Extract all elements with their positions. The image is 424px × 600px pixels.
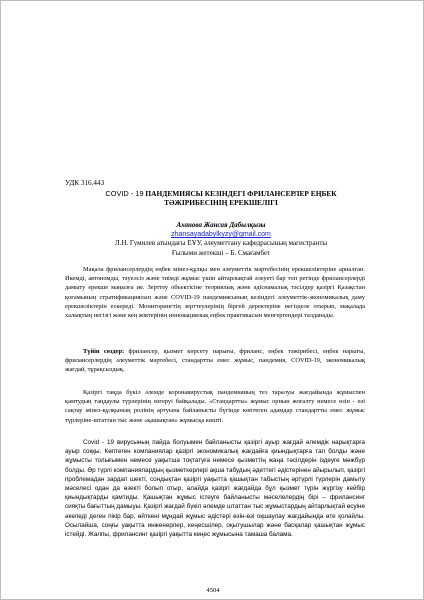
page-number: 4504 [206, 587, 220, 594]
author-email-link[interactable]: zhansayadabylkyzy@gmail.com [171, 231, 271, 238]
author-affiliation: Л.Н. Гумилев атындағы ЕҰУ, әлеуметтану кафедрасының магистранты [114, 239, 328, 247]
keywords-text: фрилансер, қызмет көрсету нарығы, фриланс, еңбек тәжірибесі, еңбек нарығы, фрилансерлердің әлеуметтік мәртебесі, стандартты емес жұмыс, пандемия, COVID-19, экономикалық жағдай, тұрақсыздық. [65, 348, 365, 374]
body-paragraph-2: Covid - 19 вирусының пайда болуымен байланысты қазіргі ауыр жағдай әлемдік нарықтарға ауыр соққы. Көптеген компаниялар қазіргі экономикалық жағдайға қиындықтарға тап болды және жұмысты толығымен немесе уақытша тоқтатуға немесе қызметтің жаңа тәсілдерін іздеуге мәжбүр болды. Әр түрлі компаниялардың қызметкерлері ақша табудың әдеттегі әдістерінен айырылып, қазіргі проблемадан зардап шекті, сондықтан қазіргі уақытта қашықтан табыстың әртүрлі түрлерін дамыту мәселесі одан да өзекті болып отыр, алайда қазіргі жағдайда бұл қызмет түрін жүргізу кейбір қиындықтарды қамтиды. Қашықтан жұмыс істеуге байланысты мәселелердің бірі – фрилансинг сияқты бағыттың дамыуы. Қазіргі жағдай бүкіл әлемде штаттан тыс жұмыстардың айтарлықтай өсуіне әкеледі деген пікір бар, өйткені мұндай жұмыс әдістері өзін-өзі оқшаулау жағдайында өте қолайлы. Осылайша, соңғы уақытта инженерлер, кеңесшілер, оқытушылар және басқалар қашықтан жұмыс істейді. Жалпы, фрилансинг қазіргі уақытта кеңес жұмысына тамаша балама. [65, 439, 365, 539]
article-title-line-2: ТӘЖІРИБЕСІНІҢ ЕРЕКШЕЛІГІ [164, 198, 278, 207]
title-prefix: COVID - 19 [105, 189, 144, 198]
keywords-label: Түйін сөздер: [83, 348, 125, 355]
author-name: Аханова Жансая Дабылқызы [176, 221, 266, 229]
abstract-paragraph: Мақала фрилансерлердің еңбек мінез-құлқы мен әлеуметтік мәртебесінің ерекшеліктеріне арналған. Икемді, автономды, тәуелсіз және тиімді жұмыс үшін айтарлықтай әлеуеті бар топ ретінде фрилансерлерді дамыту ерекше маңызға ие. Зерттеу объектісіне теориялық және әдіснамалық тәсілдер қазіргі Қазақстан қоғамының стратификациясын және COVID-19 пандемиясының кезіндегі әлеуметтік-экономикалық даму ерекшеліктерін ескереді. Мониторингтің зерттеулерінің біргей деректеріне негізделе отырып, мақалада халықтың негізгі және кең жіктерінің инновациялық еңбек практикасын менгергендері талданады. [65, 266, 365, 320]
udc-code: УДК 316.443 [65, 179, 105, 187]
scientific-supervisor: Ғылыми жетекші – Б. Смағамбет [171, 249, 271, 257]
title-line-1-rest: ПАНДЕМИЯСЫ КЕЗІНДЕГІ ФРИЛАНСЕРЛЕР ЕҢБЕК [143, 189, 337, 198]
body-paragraph-1: Қазіргі таңда бүкіл әлемде коронавирустық пандемияның тез таралуы жағдайында жұмыспен қамтудың таңдаулы түрлерінің өзгеруі байқалады. «Стандартты» жұмыс орнын жоғалту немесе өзін - өзі сақтау мінез-құлқының ролінің артуына байланысты бүгінде көптеген адамдар стандартты емес жұмыс түрлеріне-штаттан тыс және «қашықтан» жұмысқа көшті. [65, 389, 365, 424]
keywords-paragraph [65, 347, 365, 375]
